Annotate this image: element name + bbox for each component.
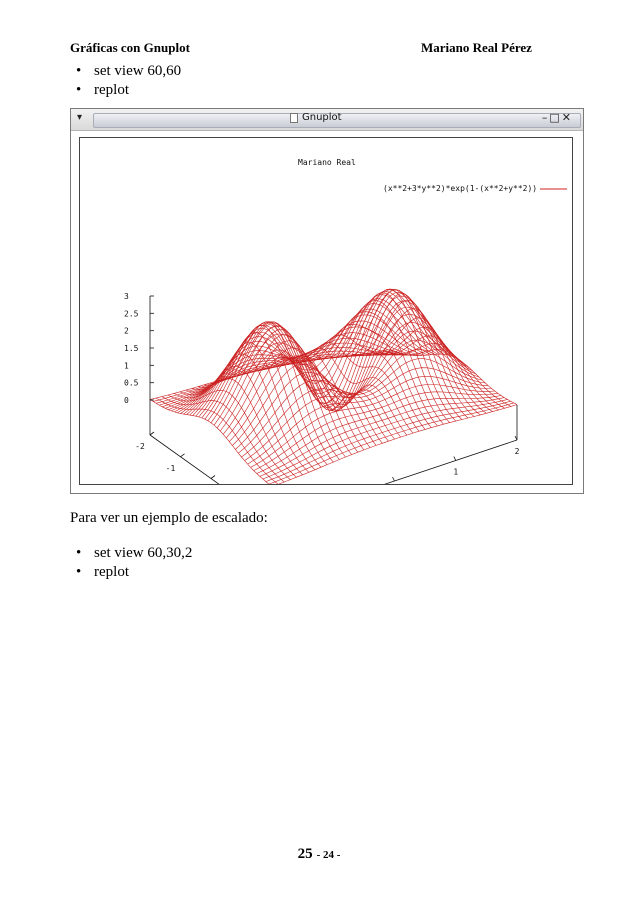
list-item xyxy=(72,563,192,582)
surface-plot xyxy=(80,138,573,485)
list-item xyxy=(72,544,192,563)
bullet-icon: • xyxy=(76,63,82,79)
gnuplot-window xyxy=(70,108,584,494)
z-tick-label: 0.5 xyxy=(124,378,139,388)
x-tick-label: -2 xyxy=(135,442,145,451)
window-title: Gnuplot xyxy=(302,112,342,123)
mesh-line-x xyxy=(260,398,505,477)
plot-canvas xyxy=(79,137,573,485)
y-tick-label: 2 xyxy=(514,447,520,456)
x-tick-label: -1 xyxy=(165,463,176,473)
page-number: 25 xyxy=(297,846,313,862)
z-tick-label: 2.5 xyxy=(124,309,139,319)
mesh-line-y xyxy=(258,358,382,443)
z-tick-label: 1.5 xyxy=(124,344,139,353)
legend-label: (x**2+3*y**2)*exp(1-(x**2+y**2)) xyxy=(383,184,538,193)
list-item xyxy=(72,62,181,81)
body-paragraph: Para ver un ejemplo de escalado: xyxy=(70,510,268,526)
bullet-list-bottom xyxy=(72,544,192,582)
list-item-text: set view 60,30,2 xyxy=(94,545,193,561)
z-tick-label: 1 xyxy=(124,361,129,371)
plot-title: Mariano Real xyxy=(298,158,356,167)
x-tick-mark xyxy=(211,476,215,479)
mesh-line-y xyxy=(360,318,486,414)
mesh-line-x xyxy=(229,322,472,442)
bullet-list-top xyxy=(72,62,181,100)
bullet-icon: • xyxy=(76,545,82,561)
bullet-icon: • xyxy=(76,82,82,98)
mesh-line-y xyxy=(186,354,309,472)
y-tick-label: 1 xyxy=(453,467,459,477)
doc-header-title: Gráficas con Gnuplot xyxy=(70,40,190,55)
base-box-line xyxy=(150,435,517,485)
y-tick-mark xyxy=(454,457,456,461)
mesh-line-x xyxy=(269,403,514,484)
bullet-icon: • xyxy=(76,564,82,580)
z-tick-label: 0 xyxy=(124,396,129,405)
window-controls[interactable]: –□✕ xyxy=(541,111,573,124)
x-tick-mark xyxy=(150,432,154,435)
list-item-text: set view 60,60 xyxy=(94,63,182,79)
z-tick-label: 2 xyxy=(124,326,129,336)
z-tick-label: 3 xyxy=(124,292,129,301)
window-titlebar[interactable] xyxy=(71,109,583,131)
x-tick-mark xyxy=(181,454,185,457)
file-icon xyxy=(290,113,298,123)
list-item-text: replot xyxy=(94,564,129,580)
page-footer xyxy=(0,845,638,863)
doc-header-author: Mariano Real Pérez xyxy=(421,40,532,55)
list-item-text: replot xyxy=(94,82,129,98)
page-subnumber: - 24 - xyxy=(316,849,341,861)
window-menu-icon[interactable]: ▾ xyxy=(77,112,83,123)
y-tick-mark xyxy=(393,477,395,481)
mesh-line-y xyxy=(348,300,474,416)
surface-mesh xyxy=(150,289,517,485)
list-item xyxy=(72,81,181,100)
